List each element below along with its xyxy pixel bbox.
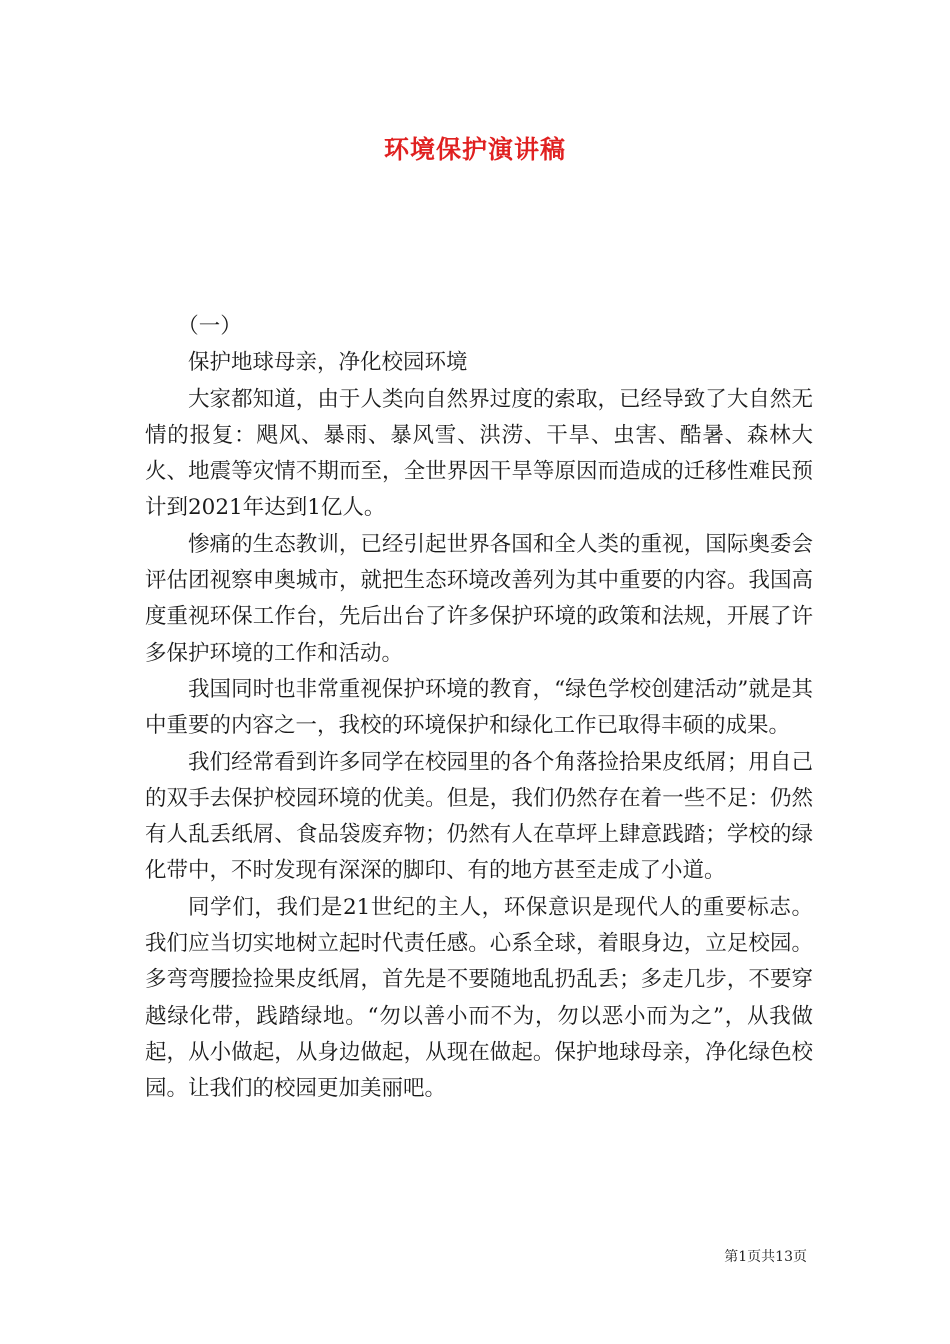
- section-label: （一）: [177, 314, 242, 339]
- paragraph: 惨痛的生态教训，已经引起世界各国和全人类的重视，国际奥委会评估团视察申奥城市，就把生态环境改善列为其中重要的内容。我国高度重视环保工作台，先后出台了许多保护环境的政策和法规，开展了许多保护环境的工作和活动。: [145, 531, 813, 666]
- paragraph: 我国同时也非常重视保护环境的教育，“绿色学校创建活动”就是其中重要的内容之一，我校的环境保护和绿化工作已取得丰硕的成果。: [145, 676, 813, 739]
- paragraph: 同学们，我们是21世纪的主人，环保意识是现代人的重要标志。我们应当切实地树立起时代责任感。心系全球，着眼身边，立足校园。多弯弯腰捡捡果皮纸屑，首先是不要随地乱扔乱丢；多走几步，不要穿越绿化带，践踏绿地。“勿以善小而不为，勿以恶小而为之”，从我做起，从小做起，从身边做起，从现在做起。保护地球母亲，净化绿色校园。让我们的校园更加美丽吧。: [145, 894, 813, 1102]
- page-number: 第1页共13页: [724, 1249, 807, 1265]
- paragraph: 大家都知道，由于人类向自然界过度的索取，已经导致了大自然无情的报复：飓风、暴雨、暴风雪、洪涝、干旱、虫害、酷暑、森林大火、地震等灾情不期而至，全世界因干旱等原因而造成的迁移性难民预计到2021年达到1亿人。: [145, 386, 813, 521]
- paragraph-subtitle: 保护地球母亲，净化校园环境: [188, 350, 468, 376]
- document-title: 环境保护演讲稿: [383, 135, 566, 164]
- document-body: [145, 309, 813, 1108]
- paragraph: 我们经常看到许多同学在校园里的各个角落捡拾果皮纸屑；用自己的双手去保护校园环境的优美。但是，我们仍然存在着一些不足：仍然有人乱丢纸屑、食品袋废弃物；仍然有人在草坪上肆意践踏；学校的绿化带中，不时发现有深深的脚印、有的地方甚至走成了小道。: [145, 749, 813, 884]
